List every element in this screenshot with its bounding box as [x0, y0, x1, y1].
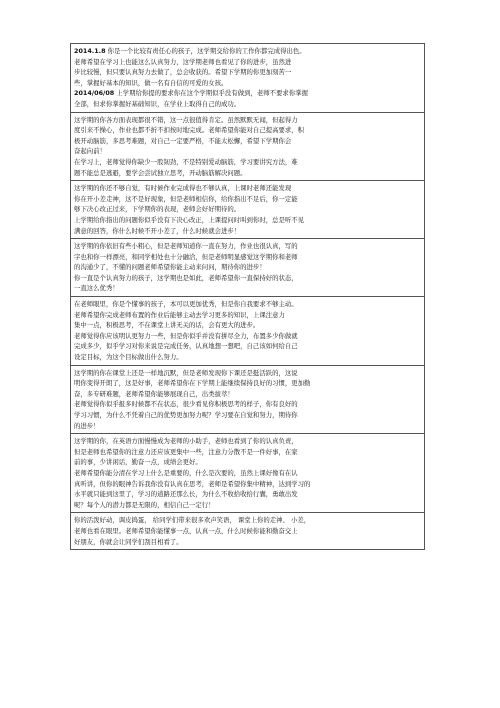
comment-text: 奋起向前！ — [74, 147, 106, 156]
comment-line — [74, 378, 421, 389]
comment-text: 明你变得开朗了，这是好事，老师希望你在下学期上能继续保持良好的习惯，更加勤 — [74, 379, 311, 388]
comment-line — [74, 410, 421, 421]
comment-text: 这学期的你各方面表现都很不错，这一点很值得肯定。虽然默默无闻，但起得力 — [74, 115, 298, 124]
comment-text: 一直这么优秀！ — [74, 284, 119, 293]
comment-text: 够下决心改正过来，下学期你的表现，老师会好好期待的。 — [74, 205, 241, 214]
comment-line — [74, 88, 421, 99]
comment-line — [74, 399, 421, 410]
comment-text: 完成多少，似乎学习对你来说是完成任务，认真地想一想吧，自己该如何给自己 — [74, 342, 298, 351]
comment-cell — [71, 365, 425, 434]
comment-text: 满意的回答，你什么时候不开小差了，什么时候就会进步！ — [74, 226, 241, 235]
comment-text: 老师希望你能分清在学习上什么是重要的，什么是次要的，虽然上课好像有在认 — [74, 468, 298, 477]
comment-line — [74, 526, 421, 537]
comment-line — [74, 421, 421, 432]
comment-cell — [71, 44, 425, 113]
comment-text: 在老师眼里，你是个懂事的孩子，本可以更加优秀，但是你自我要求不够主动。 — [74, 300, 298, 309]
comment-line — [74, 136, 421, 147]
comment-line — [74, 479, 421, 490]
comment-line — [74, 457, 421, 468]
comment-line — [74, 78, 421, 89]
comment-text: 奋，多专研难题，老师希望你能够展现自己，出类拔萃！ — [74, 389, 234, 398]
comment-text: 的进步！ — [74, 421, 100, 430]
comment-line — [74, 204, 421, 215]
comment-text: 设定目标，为这个目标做出什么努力。 — [74, 353, 183, 362]
comment-line — [74, 436, 421, 447]
comment-row — [71, 239, 425, 297]
comments-table-body — [71, 44, 425, 550]
comment-line — [74, 368, 421, 379]
comment-line — [74, 46, 421, 57]
comment-text: 水平就只能到这里了，学习的道路还那么长，为什么不收拾收拾行囊，勇敢出发 — [74, 490, 298, 499]
comment-text: 前的事，少讲闲话，勤奋一点，成绩会更好。 — [74, 458, 202, 467]
comment-line — [74, 194, 421, 205]
comment-text: 些，掌握好基本的知识，做一名有自信的可爱的女孩。 — [74, 78, 228, 87]
comment-text: 老师觉得你似乎报多时候都不在状态，很少看见你积极思考的样子，你有良好的 — [74, 400, 298, 409]
comment-text: 老师希望在学习上也能这么认真努力，这学期老师也看见了你的进步，虽然进 — [74, 57, 292, 66]
comment-cell — [71, 297, 425, 366]
comment-text: 这学期的你依旧有些小粗心，但是老师知道你一直在努力，作业也很认真，写的 — [74, 242, 298, 251]
comment-line — [74, 331, 421, 342]
comment-text: 在学习上，老师觉得你缺少一股韧劲，不是特别爱动脑筋，学习要讲究方法，难 — [74, 157, 298, 166]
comments-table — [70, 43, 425, 550]
comment-line — [74, 168, 421, 179]
comment-text: 你是一个比较有责任心的孩子，这学期交给你的工作你都完成得出色。 — [105, 47, 306, 55]
comment-cell — [71, 181, 425, 239]
comment-line — [74, 500, 421, 511]
comment-text: 这学期的你还不够自觉，有时候作业完成得也不够认真，上课时老师还能发现 — [74, 184, 292, 193]
comment-date: 2014/06/08 — [74, 89, 115, 98]
comment-line — [74, 447, 421, 458]
comment-cell — [71, 112, 425, 181]
comment-text: 这学期的你，在英语方面慢慢成为老师的小助手，老师也看到了你的认真负责， — [74, 437, 298, 446]
comment-text: 集中一点，积极思考，不在课堂上讲无关的话，会有更大的进步。 — [74, 321, 260, 330]
comment-text: 字也和你一样漂亮，和同学相处也十分融洽，但是老师明显感觉这学期你和老师 — [74, 252, 298, 261]
comment-text: 你在开小差走神，这不是好现象，但是老师相信你，给你指出不足后，你一定能 — [74, 194, 298, 203]
comment-line — [74, 262, 421, 273]
comment-line — [74, 515, 421, 526]
comment-cell — [71, 434, 425, 513]
comment-line — [74, 125, 421, 136]
comment-text: 好朋友，你就会让同学们刮目相看了。 — [74, 537, 183, 546]
comment-text: 你一直是个认真努力的孩子，这学期也是如此，老师希望你一直保持好的状态， — [74, 273, 298, 282]
comment-line — [74, 57, 421, 68]
comment-text: 学习习惯，为什么不凭着自己的优势更加努力呢？学习要在自觉和努力，期待你 — [74, 411, 298, 419]
comment-line — [74, 341, 421, 352]
comment-text: 的沟通少了，不懂的问题老师希望你能主动来问问，期待你的进步！ — [74, 263, 266, 272]
comment-line — [74, 115, 421, 126]
comment-line — [74, 241, 421, 252]
comment-line — [74, 183, 421, 194]
comment-text: 极开动脑筋，多思考难题，对自己一定要严格，不能太松懈，希望下学期你会 — [74, 136, 292, 145]
comment-text: 上学期给你指出的问题你似乎没有下决心改正，上课提问时叫到你时，总是听不见 — [74, 215, 305, 224]
comment-text: 全部，但求你掌握好基础知识，在学业上取得自己的成功。 — [74, 99, 241, 108]
comment-line — [74, 67, 421, 78]
comment-line — [74, 299, 421, 310]
comment-text: 上学期给你提的要求你在这个学期似乎没有做到，老师不要求你掌握 — [114, 89, 308, 98]
comment-line — [74, 283, 421, 294]
comment-text: 呢？每个人的潜力都是无限的，相信自己一定行！ — [74, 500, 215, 509]
comment-line — [74, 99, 421, 110]
comment-line — [74, 468, 421, 479]
comment-cell — [71, 513, 425, 550]
comment-text: 老师希望你完成老师布置的作业后能够主动去学习更多的知识，上课注意力 — [74, 310, 285, 319]
comment-line — [74, 252, 421, 263]
comment-line — [74, 226, 421, 237]
comment-line — [74, 352, 421, 363]
comment-cell — [71, 239, 425, 297]
comment-line — [74, 320, 421, 331]
comment-text: 真听讲，但你的眼神告诉我你没有认真在思考，老师是希望你集中精神，达到学习的 — [74, 479, 311, 488]
comment-line — [74, 489, 421, 500]
comment-row — [71, 297, 425, 366]
comment-date: 2014.1.8 — [74, 47, 106, 55]
comment-line — [74, 537, 421, 548]
comments-document — [70, 43, 425, 550]
comment-text: 题不能总是逃避，要学会尝试独立思考，开动脑筋解决问题。 — [74, 168, 247, 177]
comment-line — [74, 273, 421, 284]
comment-line — [74, 310, 421, 321]
comment-text: 老师觉得你应该明认更努力一些，但是你似乎并没有拼尽全力，布置多少你做就 — [74, 331, 298, 340]
comment-text: 但是老师也希望你的注意力还应该更集中一些，注意力分散不是一件好事，在家 — [74, 447, 298, 456]
comment-row — [71, 434, 425, 513]
comment-row — [71, 112, 425, 181]
comment-line — [74, 215, 421, 226]
comment-row — [71, 513, 425, 550]
comment-line — [74, 146, 421, 157]
comment-text: 步比较慢，但只要认真努力去做了，总会收获的。希望下学期的你更加刻苦一 — [74, 68, 292, 77]
comment-text: 老师也看在眼里。老师希望你能懂事一点，认真一点，什么时候你能和勤奋交上 — [74, 526, 298, 535]
comment-text: 你的活泼好动，调皮捣蛋， 给同学们带来很多欢声笑语， 课堂上你的走神、 小差， — [74, 516, 311, 525]
comment-text: 度引来不操心，作业也都不折不扣按时地完成。老师希望你能对自己提高要求，积 — [74, 126, 305, 135]
comment-text: 这学期的你在课堂上还是一样地沉默，但是老师发现你下课还是挺活跃的，这说 — [74, 368, 298, 377]
comment-row — [71, 181, 425, 239]
comment-line — [74, 389, 421, 400]
comment-line — [74, 157, 421, 168]
comment-row — [71, 44, 425, 113]
comment-row — [71, 365, 425, 434]
